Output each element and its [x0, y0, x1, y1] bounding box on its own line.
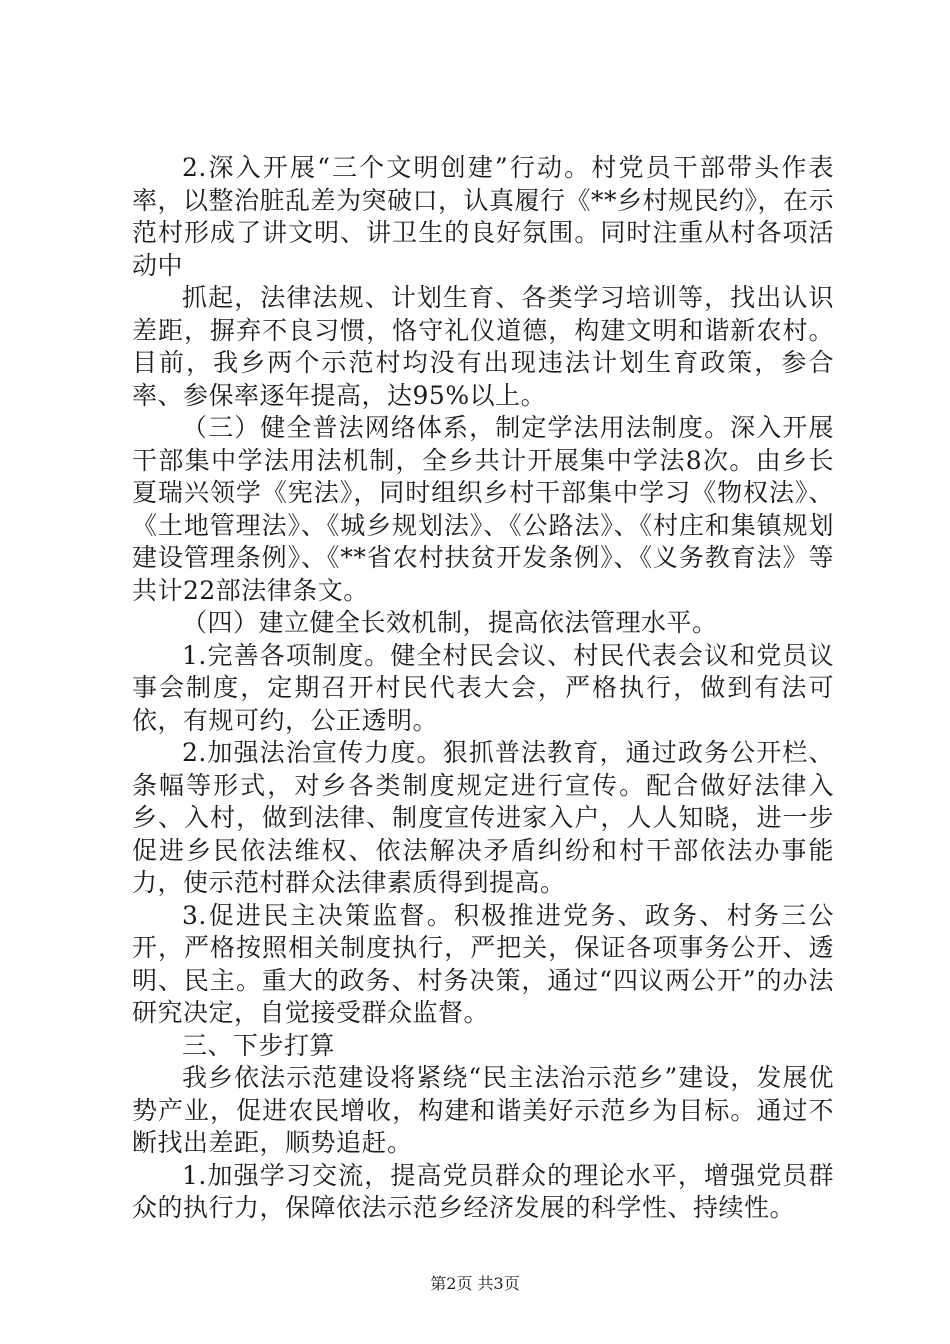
- paragraph-legal-publicity: 2.加强法治宣传力度。狠抓普法教育，通过政务公开栏、条幅等形式，对乡各类制度规定进行宣传。配合做好法律入乡、入村，做到法律、制度宣传进家入户，人人知晓，进一步促进乡民依法维权、依法解决矛盾纠纷和村干部依法办事能力，使示范村群众法律素质得到提高。: [132, 738, 834, 897]
- paragraph-civilization-results: 抓起，法律法规、计划生育、各类学习培训等，找出认识差距，摒弃不良习惯，恪守礼仪道德，构建文明和谐新农村。目前，我乡两个示范村均没有出现违法计划生育政策，参合率、参保率逐年提高，达95%以上。: [132, 283, 834, 410]
- document-body: [132, 152, 834, 1225]
- paragraph-study-exchange: 1.加强学习交流，提高党员群众的理论水平，增强党员群众的执行力，保障依法示范乡经济发展的科学性、持续性。: [132, 1160, 834, 1222]
- section-heading-long-term-mechanism: （四）建立健全长效机制，提高依法管理水平。: [182, 608, 718, 637]
- paragraph-civilization-campaign: 2.深入开展“三个文明创建”行动。村党员干部带头作表率，以整治脏乱差为突破口，认真履行《**乡村规民约》，在示范村形成了讲文明、讲卫生的良好氛围。同时注重从村各项活动中: [132, 153, 835, 280]
- paragraph-democratic-supervision: 3.促进民主决策监督。积极推进党务、政务、村务三公开，严格按照相关制度执行，严把关，保证各项事务公开、透明、民主。重大的政务、村务决策，通过“四议两公开”的办法研究决定，自觉接受群众监督。: [132, 900, 834, 1027]
- page-footer: 第2页 共3页: [430, 1274, 520, 1293]
- section-heading-next-steps: 三、下步打算: [182, 1030, 336, 1060]
- paragraph-improve-systems: 1.完善各项制度。健全村民会议、村民代表会议和党员议事会制度，定期召开村民代表大会，严格执行，做到有法可依，有规可约，公正透明。: [132, 640, 834, 735]
- paragraph-next-steps-goal: 我乡依法示范建设将紧绕“民主法治示范乡”建设，发展优势产业，促进农民增收，构建和谐美好示范乡为目标。通过不断找出差距，顺势追赶。: [132, 1063, 834, 1157]
- paragraph-legal-education-system: （三）健全普法网络体系，制定学法用法制度。深入开展干部集中学法用法机制，全乡共计开展集中学法8次。由乡长夏瑞兴领学《宪法》，同时组织乡村干部集中学习《物权法》、《土地管理法》、《城乡规划法》、《公路法》、《村庄和集镇规划建设管理条例》、《**省农村扶贫开发条例》、《义务教育法》等共计22部法律条文。: [132, 413, 834, 605]
